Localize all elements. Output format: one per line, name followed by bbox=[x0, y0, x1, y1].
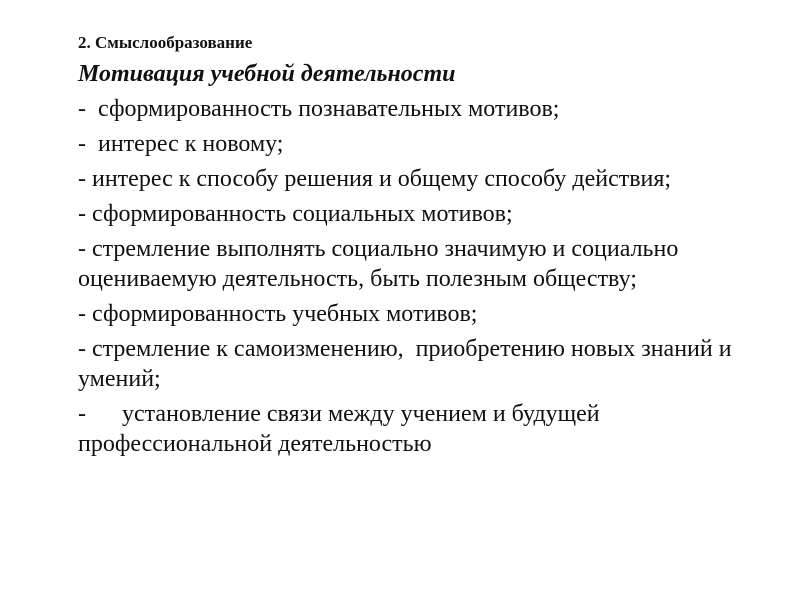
list-item: - установление связи между учением и будущей профессиональной деятельностью bbox=[78, 401, 606, 457]
list-item: - стремление к самоизменению, приобретению новых знаний и умений; bbox=[78, 336, 738, 392]
list-item: - сформированность социальных мотивов; bbox=[78, 201, 513, 227]
subtitle: Мотивация учебной деятельности bbox=[78, 61, 456, 87]
motivation-list bbox=[78, 94, 758, 459]
section-heading: 2. Смыслообразование bbox=[78, 33, 253, 52]
list-item: - интерес к способу решения и общему способу действия; bbox=[78, 166, 672, 192]
list-item: - сформированность познавательных мотивов; bbox=[78, 96, 560, 122]
list-item: - интерес к новому; bbox=[78, 131, 284, 157]
list-item: - стремление выполнять социально значимую и социально оцениваемую деятельность, быть полезным обществу; bbox=[78, 236, 685, 292]
slide-content bbox=[78, 32, 758, 464]
list-item: - сформированность учебных мотивов; bbox=[78, 301, 478, 327]
